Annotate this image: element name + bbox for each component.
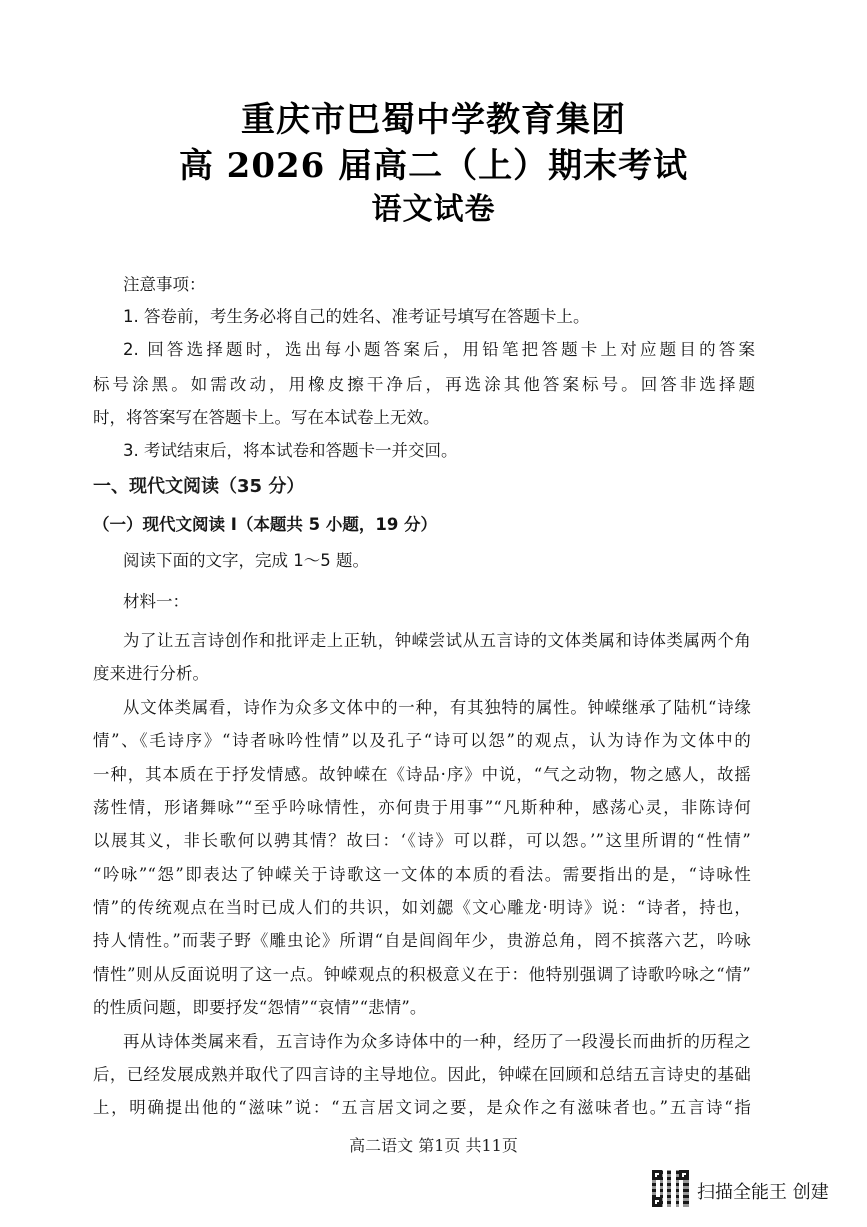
material-label: 材料一：: [123, 592, 189, 611]
passage-line: 荡性情，形诸舞咏”“至乎吟咏情性，亦何贵于用事”“凡斯种种，感荡心灵，非陈诗何: [93, 798, 751, 817]
passage-line: 度来进行分析。: [93, 664, 210, 683]
exam-title: 高 2026 届高二（上）期末考试: [178, 146, 689, 186]
passage-line: 再从诗体类属来看，五言诗作为众多诗体中的一种，经历了一段漫长而曲折的历程之: [123, 1032, 751, 1051]
subject-title: 语文试卷: [371, 192, 496, 227]
passage-line: 持人情性。”而裴子野《雕虫论》所谓“自是闾阎年少，贵游总角，罔不摈落六艺，吟咏: [93, 931, 751, 950]
notice-item-2-line-1: 2. 回答选择题时，选出每小题答案后，用铅笔把答题卡上对应题目的答案: [123, 340, 755, 359]
passage-line: 一种，其本质在于抒发情感。故钟嵘在《诗品·序》中说，“气之动物，物之感人，故摇: [93, 765, 751, 784]
notice-item-2-line-3: 时，将答案写在答题卡上。写在本试卷上无效。: [93, 408, 440, 427]
school-title: 重庆市巴蜀中学教育集团: [241, 100, 626, 140]
passage-line: “吟咏”“怨”即表达了钟嵘关于诗歌这一文体的本质的看法。需要指出的是，“诗咏性: [93, 865, 751, 884]
notice-item-1: 1. 答卷前，考生务必将自己的姓名、准考证号填写在答题卡上。: [123, 307, 590, 326]
passage-line: 从文体类属看，诗作为众多文体中的一种，有其独特的属性。钟嵘继承了陆机“诗缘: [123, 698, 751, 717]
subsection-heading: （一）现代文阅读 I（本题共 5 小题，19 分）: [93, 515, 438, 534]
passage-line: 为了让五言诗创作和批评走上正轨，钟嵘尝试从五言诗的文体类属和诗体类属两个角: [123, 631, 751, 650]
passage-line: 上，明确提出他的“滋味”说：“五言居文词之要，是众作之有滋味者也。”五言诗“指: [93, 1098, 751, 1117]
section-heading: 一、现代文阅读（35 分）: [93, 476, 305, 497]
passage-line: 情性”则从反面说明了这一点。钟嵘观点的积极意义在于：他特别强调了诗歌吟咏之“情”: [93, 965, 751, 984]
notice-item-3: 3. 考试结束后，将本试卷和答题卡一并交回。: [123, 441, 458, 460]
scanner-watermark: 扫描全能王 创建: [697, 1182, 829, 1203]
passage-line: 情”的传统观点在当时已成人们的共识，如刘勰《文心雕龙·明诗》说：“诗者，持也，: [93, 898, 751, 917]
page-footer: 高二语文 第1页 共11页: [349, 1136, 518, 1155]
passage-line: 的性质问题，即要抒发“怨情”“哀情”“悲情”。: [93, 998, 427, 1017]
notice-heading: 注意事项：: [123, 275, 206, 294]
passage-line: 以展其义，非长歌何以骋其情？故曰：‘《诗》可以群，可以怨。’”这里所谓的“性情”: [93, 831, 751, 850]
notice-item-2-line-2: 标号涂黑。如需改动，用橡皮擦干净后，再选涂其他答案标号。回答非选择题: [93, 375, 755, 394]
passage-line: 后，已经发展成熟并取代了四言诗的主导地位。因此，钟嵘在回顾和总结五言诗史的基础: [93, 1065, 751, 1084]
qr-code-icon: [652, 1170, 689, 1207]
reading-instruction: 阅读下面的文字，完成 1～5 题。: [123, 551, 369, 570]
passage-line: 情”、《毛诗序》“诗者咏吟性情”以及孔子“诗可以怨”的观点，认为诗作为文体中的: [93, 731, 751, 750]
